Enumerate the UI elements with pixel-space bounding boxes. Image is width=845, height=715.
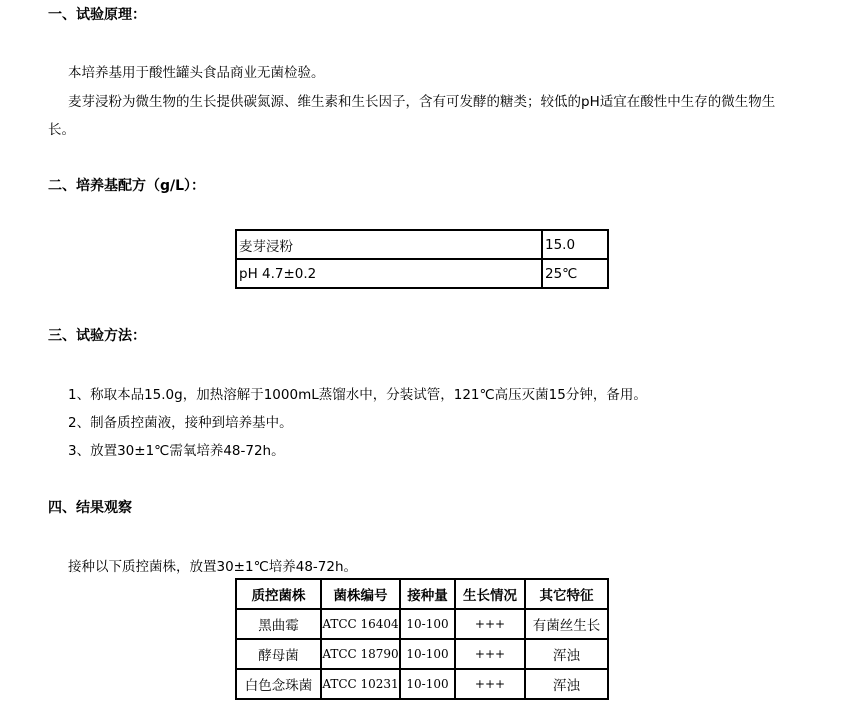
qc-cell-strain-id: ATCC 18790 — [321, 639, 400, 669]
section-2-heading: 二、培养基配方（g/L）： — [48, 178, 206, 194]
qc-header-growth: 生长情况 — [455, 579, 525, 609]
qc-cell-inoculum: 10-100 — [400, 609, 455, 639]
method-step-2: 2、制备质控菌液，接种到培养基中。 — [68, 415, 293, 431]
qc-cell-growth: +++ — [455, 609, 525, 639]
qc-cell-strain: 白色念珠菌 — [236, 669, 321, 699]
table-row — [236, 669, 608, 699]
qc-cell-features: 有菌丝生长 — [525, 609, 608, 639]
formula-amount: 15.0 — [542, 230, 608, 259]
section-1-paragraph-1: 本培养基用于酸性罐头食品商业无菌检验。 — [68, 65, 325, 81]
qc-header-features: 其它特征 — [525, 579, 608, 609]
formula-row — [236, 230, 608, 259]
qc-cell-features: 浑浊 — [525, 669, 608, 699]
method-step-1: 1、称取本品15.0g，加热溶解于1000mL蒸馏水中，分装试管，121℃高压灭菌15分钟，备用。 — [68, 387, 647, 403]
formula-ingredient: pH 4.7±0.2 — [236, 259, 542, 288]
table-row — [236, 639, 608, 669]
section-3-heading: 三、试验方法： — [48, 328, 146, 344]
qc-header-strain: 质控菌株 — [236, 579, 321, 609]
formula-ingredient: 麦芽浸粉 — [236, 230, 542, 259]
section-1-paragraph-2-line-1: 麦芽浸粉为微生物的生长提供碳氮源、维生素和生长因子，含有可发酵的糖类；较低的pH适宜在酸性中生存的微生物生 — [68, 94, 776, 110]
qc-header-row — [236, 579, 608, 609]
qc-cell-inoculum: 10-100 — [400, 669, 455, 699]
formula-amount: 25℃ — [542, 259, 608, 288]
section-1-heading: 一、试验原理： — [48, 7, 146, 23]
qc-cell-growth: +++ — [455, 669, 525, 699]
qc-cell-strain-id: ATCC 10231 — [321, 669, 400, 699]
result-intro: 接种以下质控菌株，放置30±1℃培养48-72h。 — [68, 559, 358, 575]
section-1-paragraph-2-line-2: 长。 — [48, 122, 75, 138]
qc-cell-features: 浑浊 — [525, 639, 608, 669]
qc-cell-strain-id: ATCC 16404 — [321, 609, 400, 639]
qc-header-strain-id: 菌株编号 — [321, 579, 400, 609]
qc-strain-table — [235, 578, 609, 700]
qc-cell-growth: +++ — [455, 639, 525, 669]
qc-cell-strain: 酵母菌 — [236, 639, 321, 669]
section-4-heading: 四、结果观察 — [48, 500, 132, 516]
formula-table — [235, 229, 609, 289]
formula-row — [236, 259, 608, 288]
qc-cell-strain: 黑曲霉 — [236, 609, 321, 639]
table-row — [236, 609, 608, 639]
qc-header-inoculum: 接种量 — [400, 579, 455, 609]
method-step-3: 3、放置30±1℃需氧培养48-72h。 — [68, 443, 285, 459]
qc-cell-inoculum: 10-100 — [400, 639, 455, 669]
